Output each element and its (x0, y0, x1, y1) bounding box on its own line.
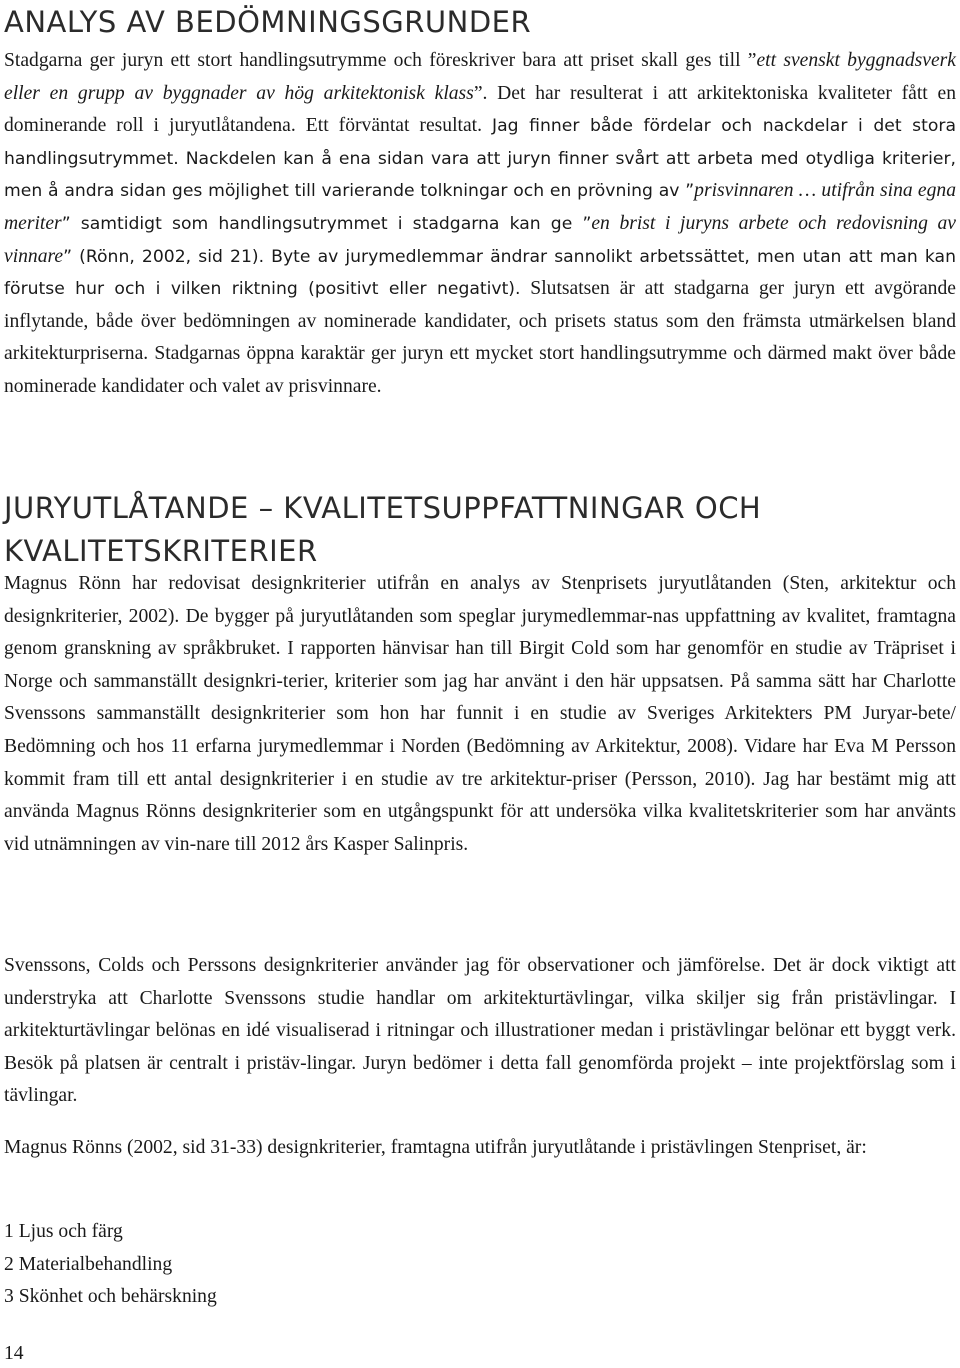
list-item: 3 Skönhet och behärskning (4, 1286, 217, 1308)
criteria-list (4, 1216, 217, 1314)
section-heading-juryutlatande: JURYUTLÅTANDE – KVALITETSUPPFATTNINGAR OCH KVALITETSKRITERIER (4, 491, 762, 568)
paragraph-text: ”. Det har resulterat i att arkitektoniska kvaliteter fått en dominerande roll i juryutlåtandena. Ett förväntat resultat. (4, 82, 957, 137)
paragraph-analys (4, 45, 956, 404)
paragraph-svensson: Svenssons, Colds och Perssons designkriterier använder jag för observationer och jämförelse. Det är dock viktigt att understryka att Charlotte Svenssons studie handlar om arkitekturtävlingar, vilka skiljer sig från pristävlingar. I arkitekturtävlingar belönas en idé visualiserad i ritningar och illustrationer medan i pristävlingar belönar ett byggt verk. Besök på platsen är centralt i pristäv-lingar. Juryn bedömer i detta fall genomförda projekt – inte projektförslag som i tävlingar. (4, 955, 956, 1107)
list-item: 1 Ljus och färg (4, 1221, 123, 1242)
paragraph-text: ” (Rönn, 2002, sid 21). Byte av jurymedlemmar ändrar sannolikt arbetssättet, men utan att man kan förutse hur och i vilken riktning (positivt eller negativt). (4, 246, 956, 300)
quote-text: ett svenskt byggnadsverk eller en grupp av byggnader av hög arkitektonisk klass (4, 50, 957, 104)
paragraph-text: Slutsatsen är att stadgarna ger juryn ett avgörande inflytande, både över bedömningen av nominerade kandidater, och prisets status som den främsta utmärkelsen bland arkitekturpriserna. Stadgarnas öppna karaktär ger juryn ett mycket stort handlingsutrymme och därmed makt över både nominerade kandidater och valet av prisvinnare. (4, 278, 956, 397)
paragraph-text: Stadgarna ger juryn ett stort handlingsutrymme och föreskriver bara att priset skall ges till ” (4, 50, 757, 71)
page-number: 14 (4, 1343, 24, 1364)
paragraph-designkriterier: Magnus Rönns (2002, sid 31-33) designkriterier, framtagna utifrån juryutlåtande i pristävlingen Stenpriset, är: (4, 1137, 867, 1158)
section-heading-analys: ANALYS AV BEDÖMNINGSGRUNDER (4, 5, 532, 39)
paragraph-ronn: Magnus Rönn har redovisat designkriterier utifrån en analys av Stenprisets juryutlåtanden (Sten, arkitektur och designkriterier, 2002). De bygger på juryutlåtanden som speglar jurymedlemmar-nas uppfattning av kvalitet, framtagna genom granskning av språkbruket. I rapporten hänvisar han till Birgit Cold som har genomför en studie av Träpriset i Norge och sammanställt designkri-terier, kriterier som jag har använt i den här uppsatsen. På samma sätt har Charlotte Svenssons sammanställt designkriterier som hon har funnit i en studie av Sveriges Arkitekters PM Juryar-bete/ Bedömning och hos 11 erfarna jurymedlemmar i Norden (Bedömning av Arkitektur, 2008). Vidare har Eva M Persson kommit fram till ett antal designkriterier i en studie av tre arkitektur-priser (Persson, 2010). Jag har bestämt mig att använda Magnus Rönns designkriterier som en utgångspunkt för att undersöka vilka kvalitetskriterier som har använts vid utnämningen av vin-nare till 2012 års Kasper Salinpris. (4, 573, 956, 855)
quote-text: prisvinnaren … utifrån sina egna meriter (4, 180, 956, 234)
paragraph-text: Nackdelen kan å ena sidan vara att juryn finner svårt att arbeta med otydliga kriterier, men å andra sidan ges möjlighet till varierande tolkningar och en prövning av ” (4, 148, 956, 202)
paragraph-text: Jag finner både fördelar och nackdelar i det stora handlingsutrymmet. (4, 116, 956, 169)
quote-text: en brist i juryns arbete och redovisning av vinnare (4, 212, 956, 267)
paragraph-text: ” samtidigt som handlingsutrymmet i stadgarna kan ge ” (61, 213, 592, 234)
list-item: 2 Materialbehandling (4, 1253, 173, 1275)
